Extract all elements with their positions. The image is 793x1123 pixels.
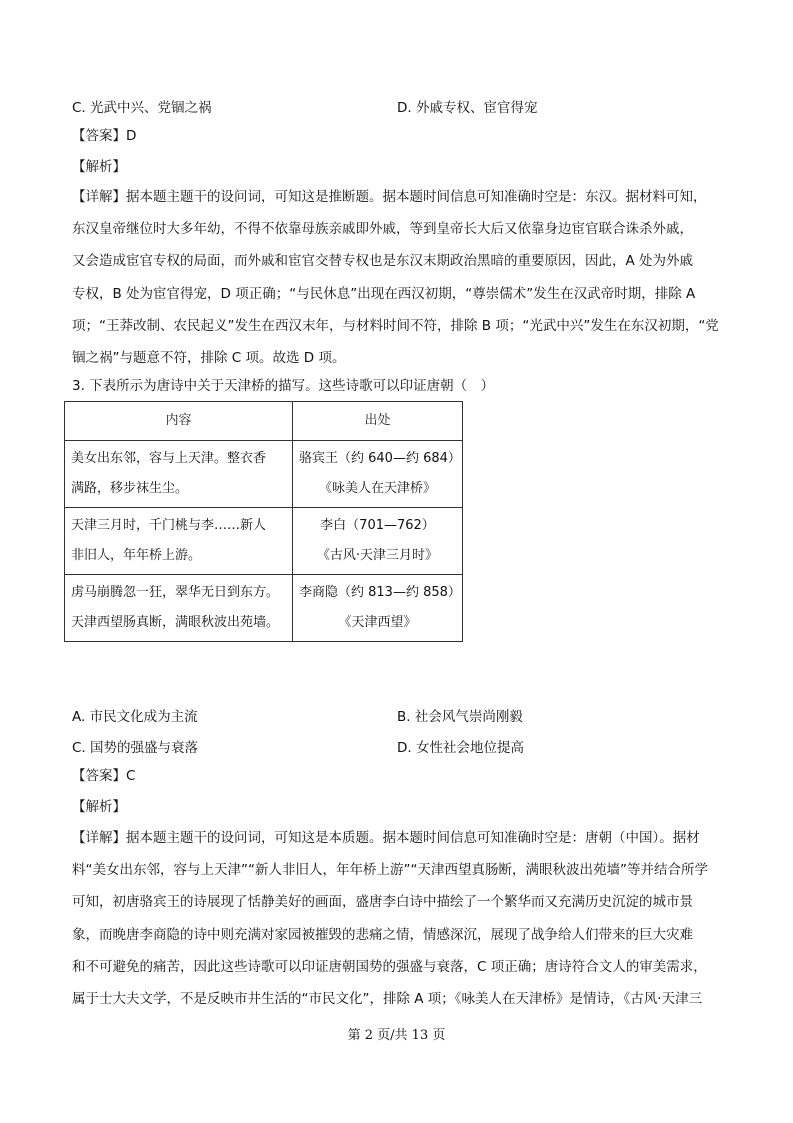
poem-line: 虏马崩腾忽一狂，翠华无日到东方。 [71,585,280,600]
q2-detail-line: 东汉皇帝继位时大多年幼，不得不依靠母族亲戚即外戚，等到皇帝长大后又依靠身边宦官联合诛杀外戚， [72,221,693,238]
q3-detail-line: 属于士大夫文学，不是反映市井生活的“市民文化”，排除 A 项；《咏美人在天津桥》是情诗，《古风·天津三 [72,991,703,1008]
q3-answer: 【答案】C [72,768,136,784]
poem-source-cell [293,441,463,508]
q3-detail-line: 【详解】据本题主题干的设问词，可知这是本质题。据本题时间信息可知准确时空是：唐朝（中国）。据材 [72,830,700,846]
q2-detail [72,181,722,374]
header-content: 内容 [65,402,293,441]
q3-detail [72,822,722,1015]
q3-option-d: D. 女性社会地位提高 [397,740,524,756]
q2-analysis-label: 【解析】 [72,159,126,175]
q2-detail-line: 【详解】据本题主题干的设问词，可知这是推断题。据本题时间信息可知准确时空是：东汉。据材料可知， [72,189,707,205]
q3-option-b: B. 社会风气崇尚刚毅 [397,709,523,725]
poem-line: 满路，移步袜生尘。 [71,481,189,496]
poem-source-cell [293,508,463,575]
poem-title: 《天津西望》 [338,615,417,630]
poem-title: 《古风·天津三月时》 [316,548,439,563]
poem-title: 《咏美人在天津桥》 [318,481,436,496]
poem-line: 非旧人，年年桥上游。 [71,548,202,563]
page-footer: 第 2 页/共 13 页 [347,1028,446,1043]
q3-detail-line: 象，而晚唐李商隐的诗中则充满对家园被摧毁的悲痛之情，情感深沉，展现了战争给人们带来的巨大灾难 [72,926,693,943]
q2-detail-line: 专权，B 处为宦官得宠，D 项正确；“与民休息”出现在西汉初期，“尊崇儒术”发生在汉武帝时期，排除 A [72,285,696,302]
table-header-row [65,402,463,441]
poet: 李商隐（约 813—约 858） [299,585,461,600]
table-row [65,575,463,642]
table-row [65,508,463,575]
q3-stem: 3. 下表所示为唐诗中关于天津桥的描写。这些诗歌可以印证唐朝（ ） [72,378,495,394]
poem-line: 美女出东邻，容与上天津。整衣香 [71,451,267,466]
q3-detail-line: 可知，初唐骆宾王的诗展现了恬静美好的画面，盛唐李白诗中描绘了一个繁华而又充满历史沉淀的城市景 [72,894,693,911]
poem-source-table [64,401,463,642]
poem-content-cell [65,575,293,642]
poem-line: 天津三月时，千门桃与李……新人 [71,518,267,533]
q2-option-c: C. 光武中兴、党锢之祸 [72,100,212,116]
q2-detail-line: 锢之祸”与题意不符，排除 C 项。故选 D 项。 [72,350,346,367]
poem-content-cell [65,508,293,575]
q2-detail-line: 又会造成宦官专权的局面，而外戚和宦官交替专权也是东汉末期政治黑暗的重要原因，因此，A 处为外戚 [72,253,694,270]
poet: 骆宾王（约 640—约 684） [299,451,461,466]
q2-option-d: D. 外戚专权、宦官得宠 [397,100,538,116]
poem-line: 天津西望肠真断，满眼秋波出苑墙。 [71,615,280,630]
header-source: 出处 [293,402,463,441]
poem-content-cell [65,441,293,508]
poem-source-cell [293,575,463,642]
q3-option-c: C. 国势的强盛与衰落 [72,740,199,756]
q3-detail-line: 料“美女出东邻，容与上天津”“新人非旧人，年年桥上游”“天津西望真肠断，满眼秋波出苑墙”等并结合所学 [72,862,708,879]
q2-detail-line: 项；“王莽改制、农民起义”发生在西汉末年，与材料时间不符，排除 B 项；“光武中兴”发生在东汉初期，“党 [72,317,719,334]
q3-analysis-label: 【解析】 [72,799,126,815]
q2-answer: 【答案】D [72,128,137,144]
poet: 李白（701—762） [320,518,435,533]
table-row [65,441,463,508]
q3-detail-line: 和不可避免的痛苦，因此这些诗歌可以印证唐朝国势的强盛与衰落，C 项正确；唐诗符合文人的审美需求， [72,958,707,975]
q3-option-a: A. 市民文化成为主流 [72,709,198,725]
